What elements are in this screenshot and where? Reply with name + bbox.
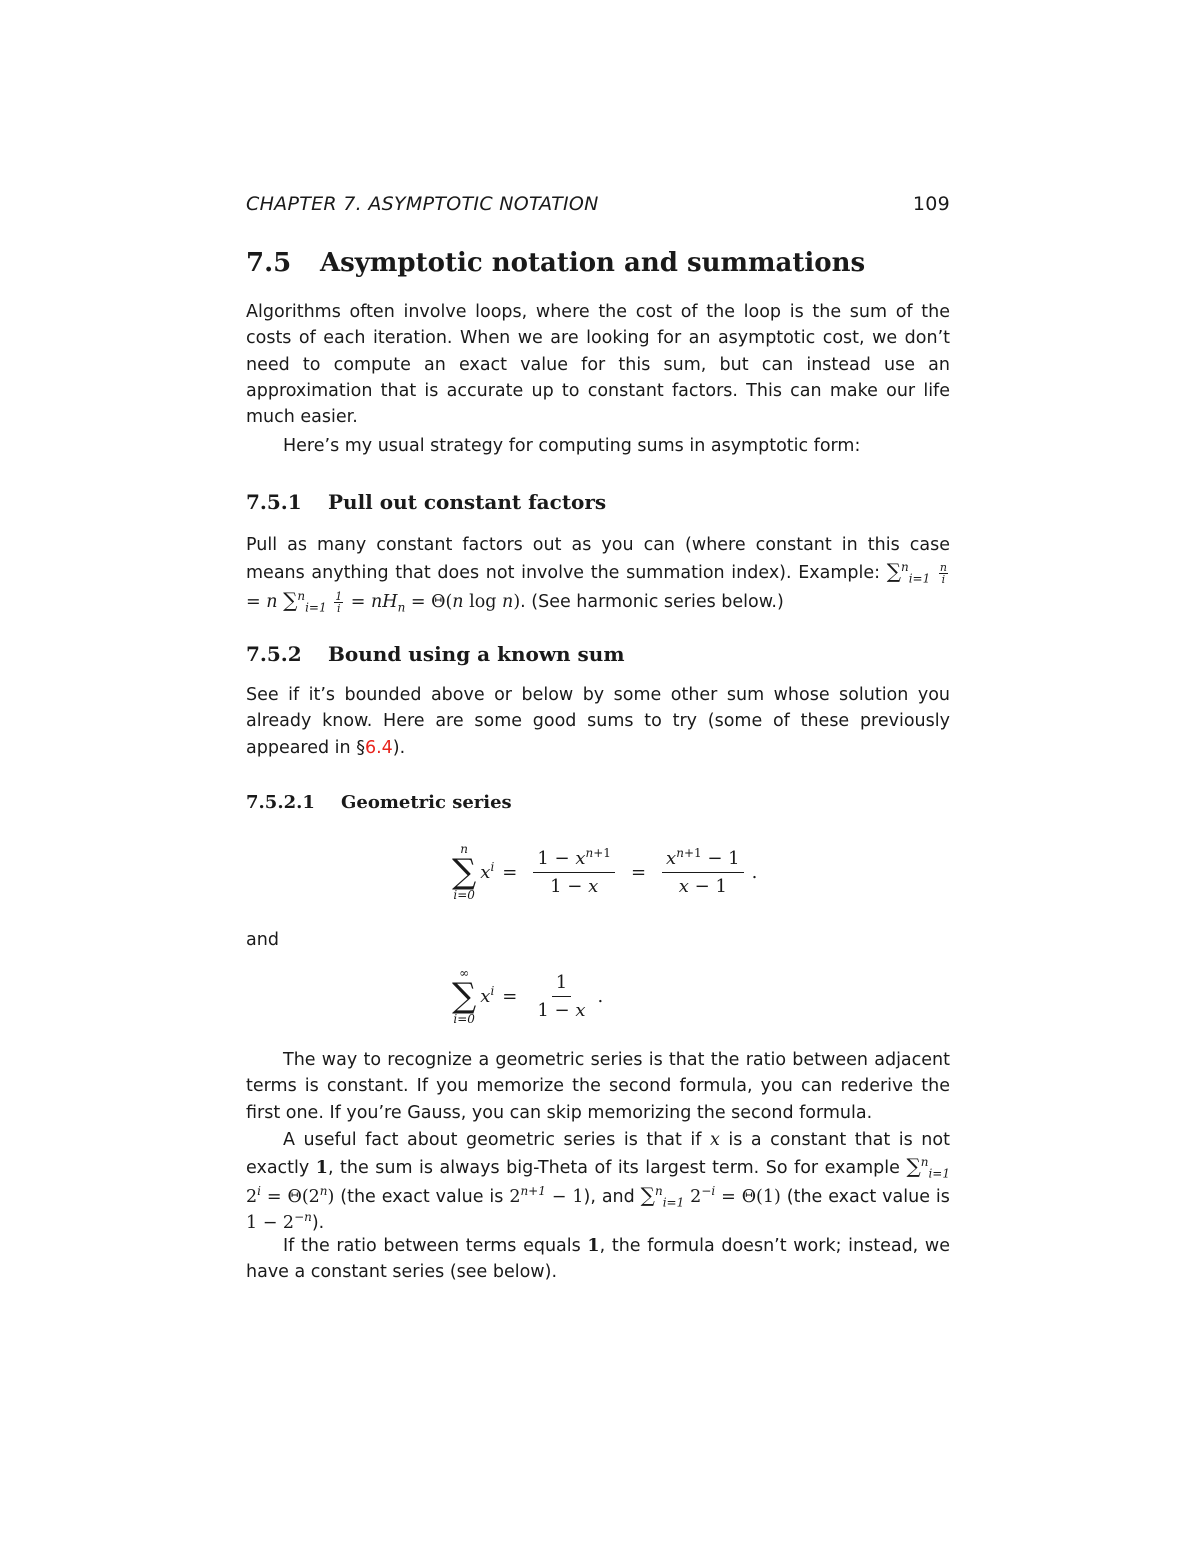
subsection-title: Pull out constant factors [328, 490, 607, 514]
subsection-heading-known-sum [246, 642, 625, 666]
chapter-label: CHAPTER 7. ASYMPTOTIC NOTATION [246, 193, 599, 215]
constant-factors-paragraph [246, 532, 950, 615]
ratio-text-a: If the ratio between terms equals [283, 1236, 581, 1256]
constant-factors-after: . (See harmonic series below.) [520, 591, 784, 612]
page-number: 109 [912, 193, 950, 215]
subsubsection-title: Geometric series [341, 792, 512, 813]
recognize-paragraph: The way to recognize a geometric series is that the ratio between adjacent terms is constant. If you memorize the second formula, you can rederive the first one. If you’re Gauss, you can skip memorizing the second formula. [246, 1050, 950, 1123]
geometric-series-finite-equation: n ∑ i=0 $x^i$ = $\frac{1 - x^{n+1}}{1 - x}$ = $\frac{x^{n+1} - 1}{x - 1}$ . [452, 842, 758, 902]
fact-text-c: , the sum is always big-Theta of its largest term. So for example [327, 1158, 900, 1179]
fact-text-d: (the exact value is [340, 1186, 504, 1207]
fact-text-e: ), and [583, 1186, 635, 1207]
section-number: 7.5 [246, 248, 292, 278]
strategy-paragraph: Here’s my usual strategy for computing sums in asymptotic form: [283, 436, 861, 456]
subsection-heading-constant-factors [246, 490, 606, 514]
running-head [246, 193, 950, 215]
known-sum-text-end: ). [392, 737, 406, 758]
section-reference-link[interactable]: 6.4 [364, 737, 393, 758]
fact-text-b: is a constant that is not exactly [246, 1130, 950, 1179]
ratio-text-b: , the formula doesn’t work; instead, we have a constant series (see below). [246, 1236, 950, 1283]
subsection-number: 7.5.2 [246, 642, 302, 666]
useful-fact-paragraph: A useful fact about geometric series is that if x is a constant that is not exactly 1, the sum is always big-Theta of its largest term. So for example ∑$^n_{i=1}$ $2^i = \Theta(2^n)$ (the exact value is $2^{n+1} - 1$), and ∑$^n_{i=1}$ $2^{-i} = \Theta(1)$ (the exact value is $1 - 2^{-n}$). [246, 1130, 950, 1233]
section-title: Asymptotic notation and summations [320, 248, 866, 278]
intro-paragraph: Algorithms often involve loops, where the cost of the loop is the sum of the costs of each iteration. When we are looking for an asymptotic cost, we don’t need to compute an exact value for this sum, but can instead use an approximation that is accurate up to constant factors. This can make our life much easier. [246, 302, 950, 428]
constant-factors-example: ∑$^n_{i=1}$ $\frac{n}{i}$ = n ∑$^n_{i=1}$ $\frac{1}{i}$ = $nH_n = \Theta(n$ log n) [246, 559, 947, 615]
subsubsection-heading-geometric [246, 792, 512, 813]
section-heading [246, 248, 865, 278]
subsection-title: Bound using a known sum [328, 642, 625, 666]
ratio-paragraph: If the ratio between terms equals 1, the formula doesn’t work; instead, we have a constant series (see below). [246, 1236, 950, 1283]
fact-text-g: ). [311, 1212, 325, 1233]
known-sum-text: See if it’s bounded above or below by some other sum whose solution you already know. Here are some good sums to try (some of these previously appeared in § [246, 685, 950, 758]
and-connector: and [246, 930, 279, 950]
subsection-number: 7.5.1 [246, 490, 302, 514]
subsubsection-number: 7.5.2.1 [246, 792, 315, 813]
geometric-series-infinite-equation: ∞ ∑ i=0 $x^i$ = $\frac{1}{1 - x}$ . [452, 966, 604, 1026]
constant-factors-text: Pull as many constant factors out as you can (where constant in this case means anything that does not involve the summation index). Example: [246, 535, 950, 584]
fact-text-a: A useful fact about geometric series is that if [283, 1130, 702, 1150]
fact-text-f: (the exact value is [786, 1186, 950, 1207]
known-sum-paragraph [246, 682, 950, 761]
